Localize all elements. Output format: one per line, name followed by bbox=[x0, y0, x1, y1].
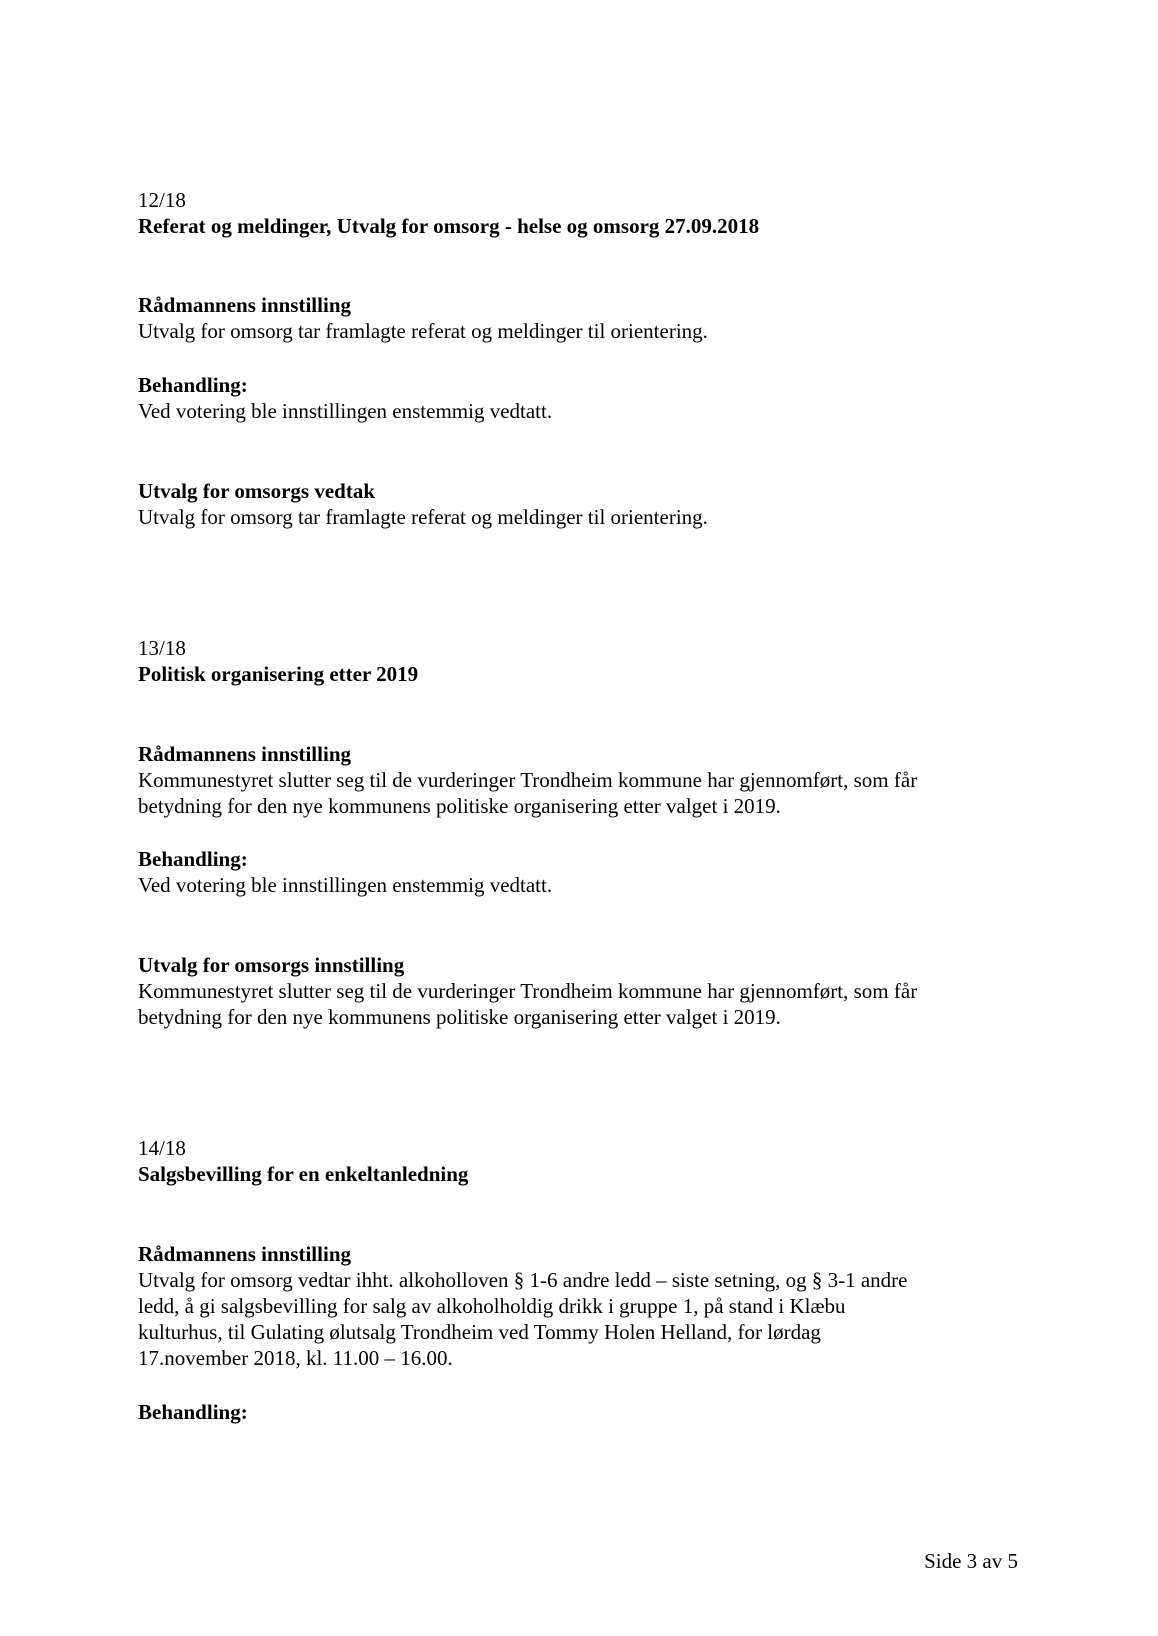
page-number: Side 3 av 5 bbox=[924, 1549, 1018, 1573]
recommendation-text: betydning for den nye kommunens politiske organisering etter valget i 2019. bbox=[138, 794, 781, 818]
treatment-text: Ved votering ble innstillingen enstemmig vedtatt. bbox=[138, 873, 553, 897]
decision-text: betydning for den nye kommunens politiske organisering etter valget i 2019. bbox=[138, 1005, 781, 1029]
recommendation-text: Utvalg for omsorg vedtar ihht. alkoholloven § 1-6 andre ledd – siste setning, og § 3-1 andre bbox=[138, 1268, 908, 1292]
recommendation-text: Utvalg for omsorg tar framlagte referat og meldinger til orientering. bbox=[138, 319, 708, 343]
recommendation-text: kulturhus, til Gulating ølutsalg Trondheim ved Tommy Holen Helland, for lørdag bbox=[138, 1320, 821, 1344]
recommendation-heading: Rådmannens innstilling bbox=[138, 293, 351, 317]
treatment-heading: Behandling: bbox=[138, 847, 248, 871]
recommendation-text: Kommunestyret slutter seg til de vurderinger Trondheim kommune har gjennomført, som får bbox=[138, 768, 918, 792]
case-title: Salgsbevilling for en enkeltanledning bbox=[138, 1162, 469, 1186]
recommendation-text: ledd, å gi salgsbevilling for salg av alkoholholdig drikk i gruppe 1, på stand i Klæbu bbox=[138, 1294, 846, 1318]
treatment-heading: Behandling: bbox=[138, 373, 248, 397]
treatment-text: Ved votering ble innstillingen enstemmig vedtatt. bbox=[138, 399, 553, 423]
case-number: 13/18 bbox=[138, 636, 186, 660]
decision-text: Kommunestyret slutter seg til de vurderinger Trondheim kommune har gjennomført, som får bbox=[138, 979, 918, 1003]
recommendation-text: 17.november 2018, kl. 11.00 – 16.00. bbox=[138, 1346, 453, 1370]
decision-text: Utvalg for omsorg tar framlagte referat og meldinger til orientering. bbox=[138, 505, 708, 529]
case-number: 12/18 bbox=[138, 188, 186, 212]
decision-heading: Utvalg for omsorgs vedtak bbox=[138, 479, 376, 503]
case-title: Politisk organisering etter 2019 bbox=[138, 662, 419, 686]
recommendation-heading: Rådmannens innstilling bbox=[138, 1242, 351, 1266]
case-title: Referat og meldinger, Utvalg for omsorg - helse og omsorg 27.09.2018 bbox=[138, 214, 760, 238]
treatment-heading: Behandling: bbox=[138, 1400, 248, 1424]
case-number: 14/18 bbox=[138, 1136, 186, 1160]
recommendation-heading: Rådmannens innstilling bbox=[138, 742, 351, 766]
decision-heading: Utvalg for omsorgs innstilling bbox=[138, 953, 405, 977]
